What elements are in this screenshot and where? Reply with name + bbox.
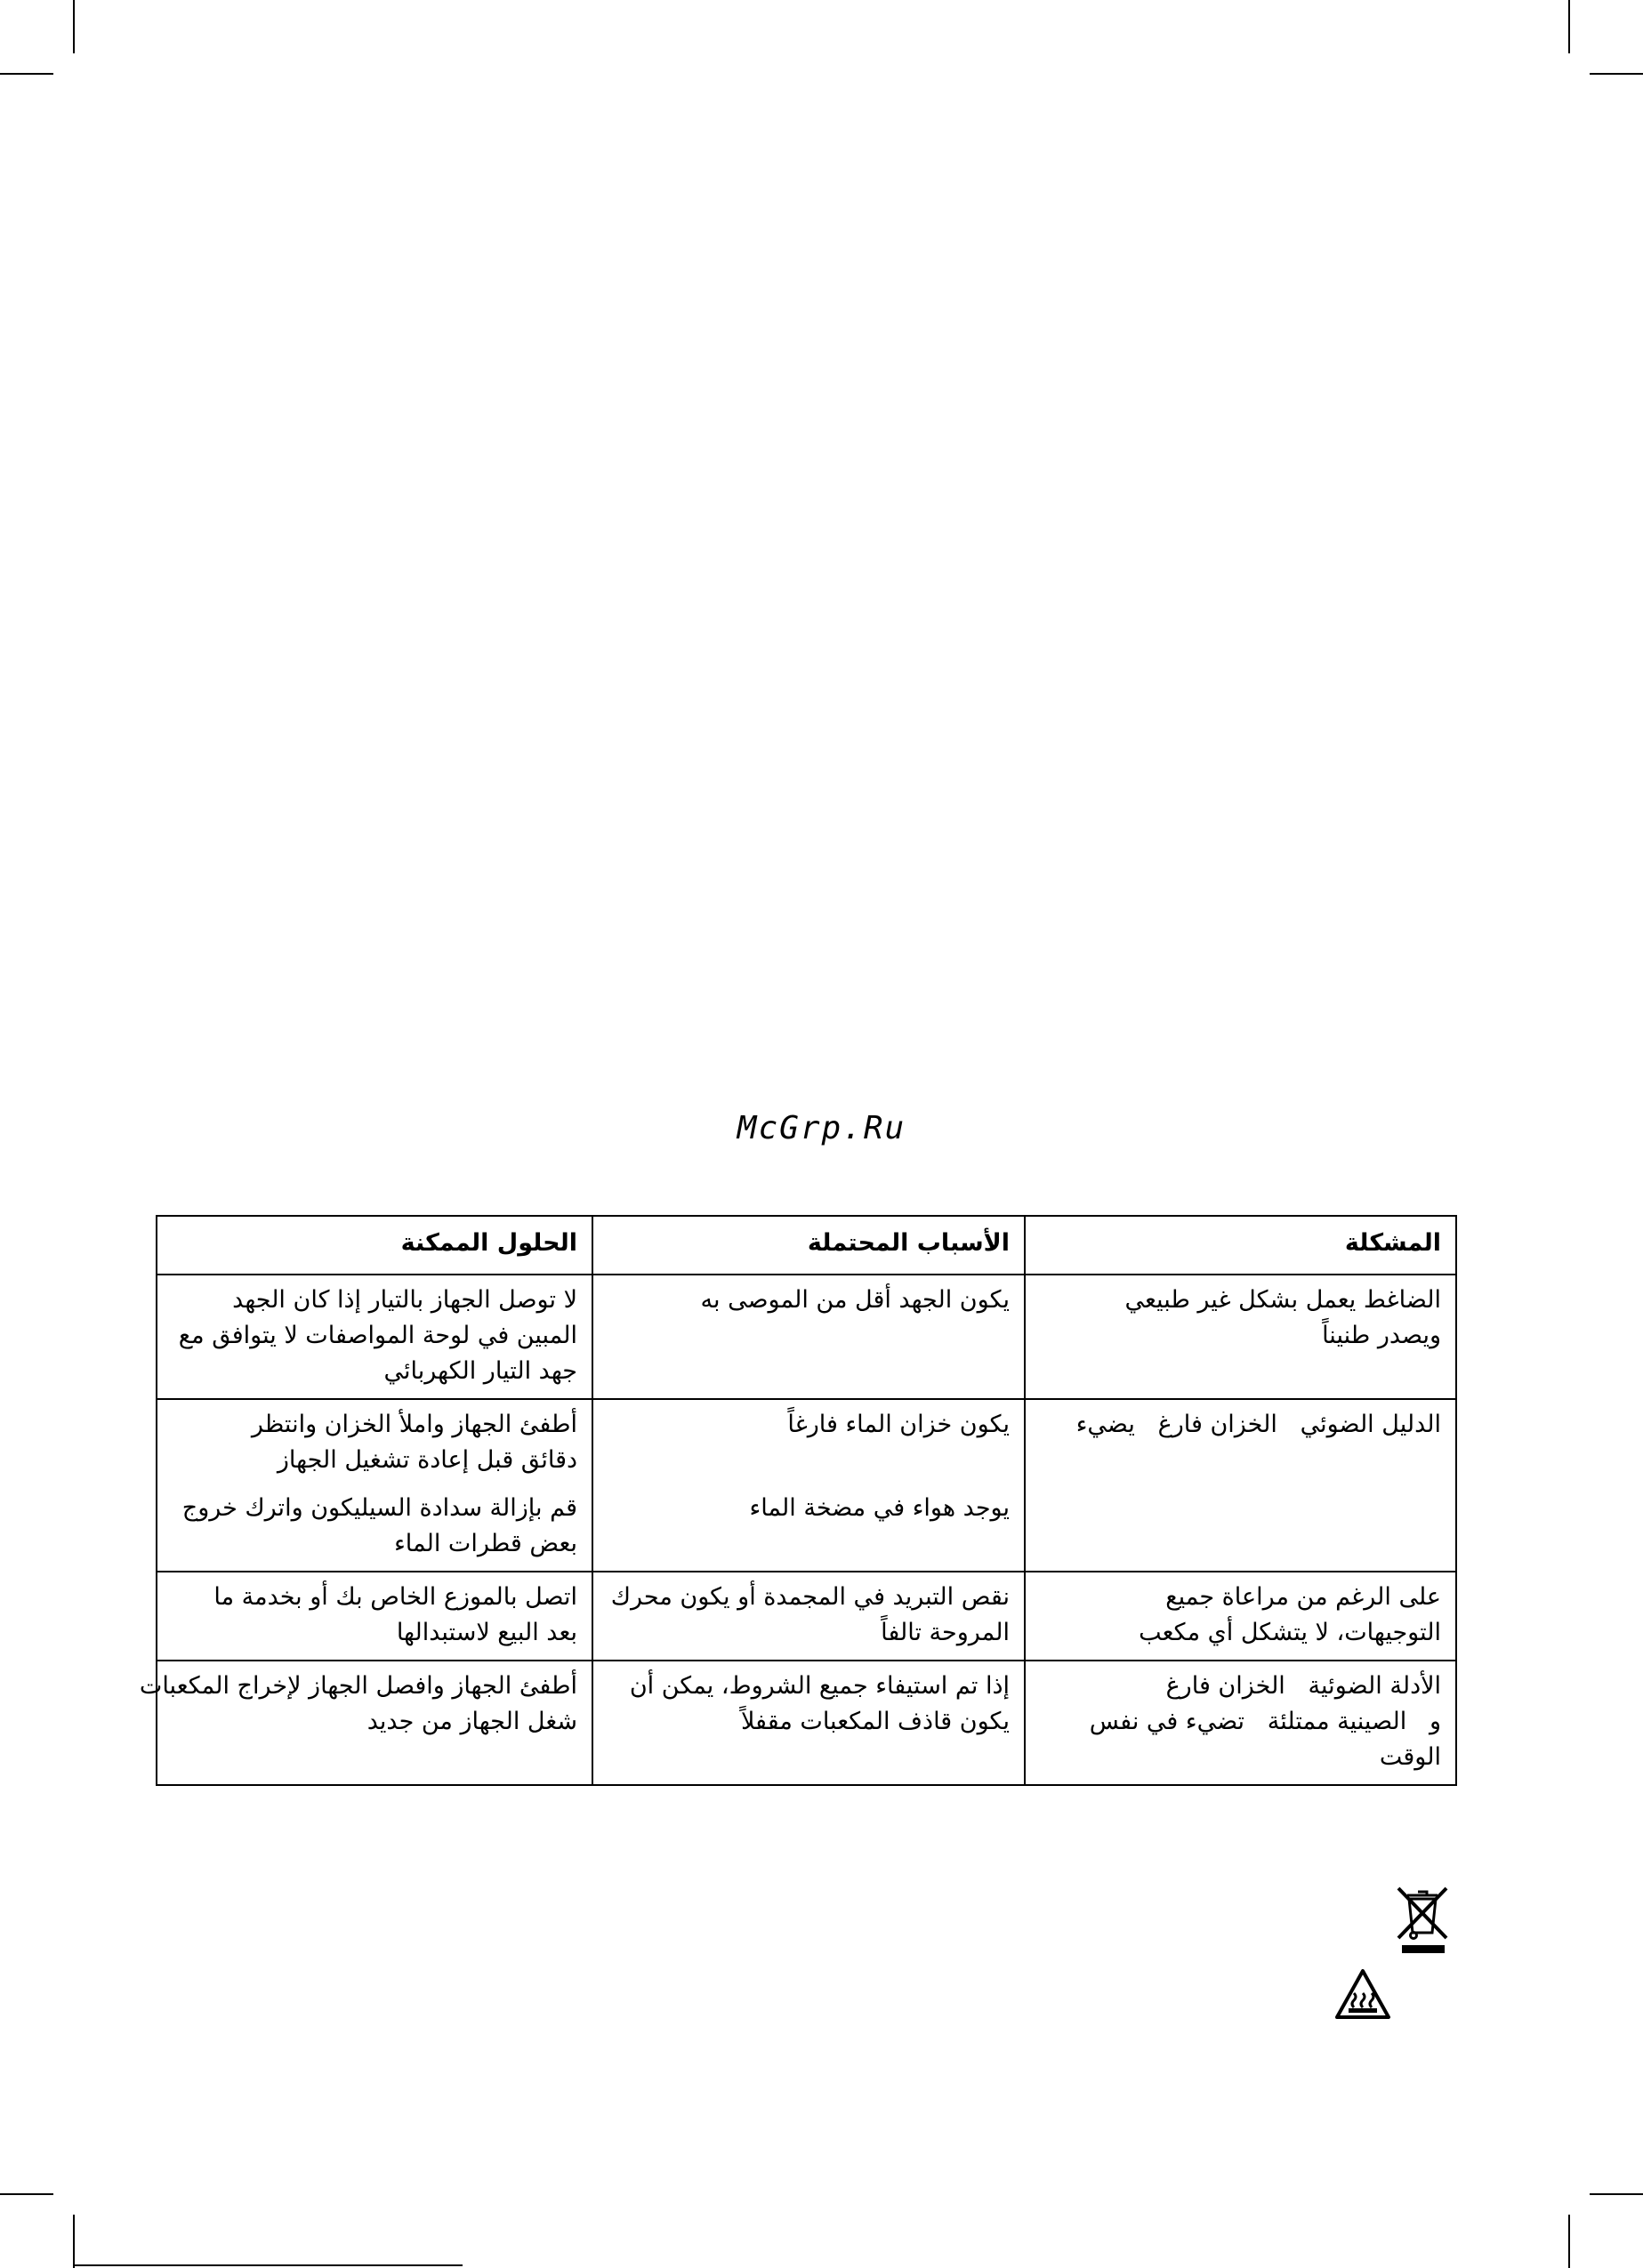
cell-line: أطفئ الجهاز وافصل الجهاز لإخراج المكعبات	[139, 1672, 577, 1700]
crop-mark	[1590, 2193, 1643, 2195]
solution-cell	[157, 1399, 592, 1572]
cell-line: إذا تم استيفاء جميع الشروط، يمكن أن	[629, 1672, 1010, 1700]
cell-line: قم بإزالة سدادة السيليكون واترك خروج	[181, 1494, 577, 1522]
cell-line: جهد التيار الكهربائي	[383, 1357, 577, 1385]
header-problem: المشكلة	[1025, 1216, 1456, 1275]
cause-cell	[592, 1572, 1025, 1661]
problem-cell	[1025, 1399, 1456, 1572]
solution-cell	[157, 1572, 592, 1661]
cell-line: دقائق قبل إعادة تشغيل الجهاز	[277, 1446, 577, 1474]
cell-line: الوقت	[1379, 1743, 1441, 1771]
crossed-out-wheelie-bin-icon	[1395, 1883, 1450, 1958]
header-solution: الحلول الممكنة	[157, 1216, 592, 1275]
crop-mark	[73, 2215, 75, 2268]
cause-cell	[592, 1661, 1025, 1785]
cell-line: نقص التبريد في المجمدة أو يكون محرك	[610, 1583, 1010, 1611]
table-header-row	[157, 1216, 1456, 1275]
cell-line: بعض قطرات الماء	[394, 1530, 577, 1557]
cell-line: أطفئ الجهاز واملأ الخزان وانتظر	[251, 1411, 577, 1438]
hot-surface-warning-icon	[1334, 1968, 1391, 2020]
table-row	[157, 1661, 1456, 1785]
crop-mark	[1568, 2215, 1570, 2268]
crop-mark	[0, 73, 53, 75]
header-cause: الأسباب المحتملة	[592, 1216, 1025, 1275]
cause-cell	[592, 1399, 1025, 1572]
cell-line: بعد البيع لاستبدالها	[396, 1619, 577, 1646]
cell-line: شغل الجهاز من جديد	[366, 1708, 577, 1735]
cell-line: المبين في لوحة المواصفات لا يتوافق مع	[178, 1322, 577, 1349]
cell-line: لا توصل الجهاز بالتيار إذا كان الجهد	[232, 1286, 577, 1314]
solution-cell	[139, 1661, 592, 1785]
cell-line: الضاغط يعمل بشكل غير طبيعي	[1124, 1286, 1441, 1314]
cell-line: على الرغم من مراعاة جميع	[1165, 1583, 1441, 1611]
cell-line: اتصل بالموزع الخاص بك أو بخدمة ما	[213, 1583, 577, 1611]
crop-mark	[1568, 0, 1570, 53]
crop-mark	[73, 0, 75, 53]
solution-cell	[157, 1275, 592, 1399]
cell-spacer	[172, 1478, 577, 1491]
problem-cell	[1025, 1572, 1456, 1661]
cell-line: المروحة تالفاً	[881, 1619, 1010, 1646]
cause-cell	[592, 1275, 1025, 1399]
crop-mark	[1590, 73, 1643, 75]
cell-line: يوجد هواء في مضخة الماء	[749, 1494, 1010, 1522]
cell-line: ويصدر طنيناً	[1322, 1322, 1441, 1349]
table-row	[157, 1572, 1456, 1661]
cell-line: الدليل الضوئي الخزان فارغ يضيء	[1075, 1411, 1441, 1438]
cell-line: يكون الجهد أقل من الموصى به	[700, 1286, 1010, 1314]
cell-line: يكون قاذف المكعبات مقفلاً	[740, 1708, 1010, 1735]
table-row	[157, 1399, 1456, 1572]
bottom-rule	[75, 2264, 463, 2266]
cell-line: التوجيهات، لا يتشكل أي مكعب	[1139, 1619, 1441, 1646]
cell-line: و الصينية ممتلئة تضيء في نفس	[1089, 1708, 1441, 1735]
problem-cell	[1025, 1661, 1456, 1785]
watermark: McGrp.Ru	[737, 1110, 906, 1146]
troubleshooting-table	[139, 1215, 1457, 1786]
crop-mark	[0, 2193, 53, 2195]
cell-spacer	[608, 1443, 1010, 1491]
cell-line: الأدلة الضوئية الخزان فارغ	[1165, 1672, 1441, 1700]
table-row	[157, 1275, 1456, 1399]
problem-cell	[1025, 1275, 1456, 1399]
cell-line: يكون خزان الماء فارغاً	[787, 1411, 1010, 1438]
